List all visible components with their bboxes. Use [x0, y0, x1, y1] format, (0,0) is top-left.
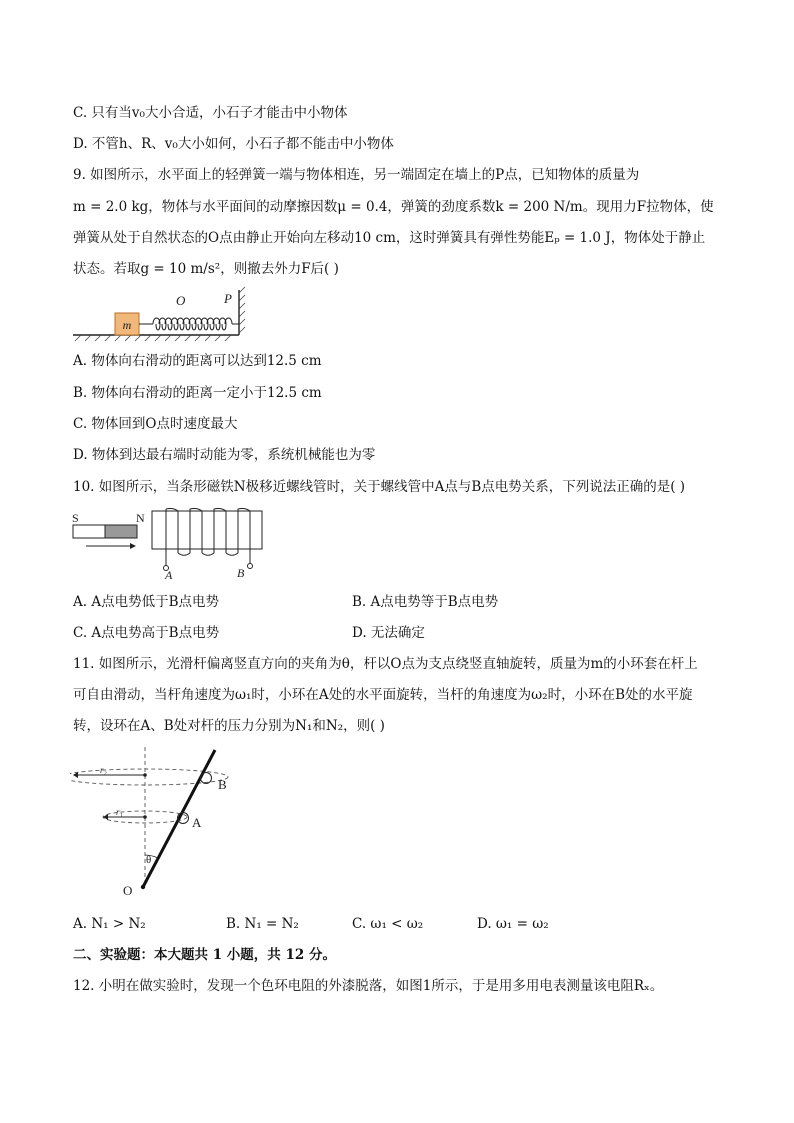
terminal-b: [248, 564, 253, 569]
point-p-label: P: [224, 291, 232, 306]
q9-option-c: C. 物体回到O点时速度最大: [73, 416, 238, 432]
q9-option-d: D. 物体到达最右端时动能为零，系统机械能也为零: [73, 447, 376, 463]
q10-solenoid-figure: [70, 508, 270, 583]
q11-option-c: C. ω₁ < ω₂: [352, 916, 424, 932]
q9-stem-line-4: 状态。若取g = 10 m/s²，则撤去外力F后( ): [73, 261, 339, 277]
q8-option-d: D. 不管h、R、v₀大小如何，小石子都不能击中小物体: [73, 136, 394, 152]
q11-stem-line-3: 转，设环在A、B处对杆的压力分别为N₁和N₂，则( ): [73, 718, 385, 734]
ring-b: [201, 773, 212, 784]
q9-stem-line-2: m = 2.0 kg，物体与水平面间的动摩擦因数μ = 0.4，弹簧的劲度系数k = 200 N/m。现用力F拉物体，使: [73, 199, 714, 215]
radius-r2-label: r₂: [100, 765, 107, 775]
point-a-label: A: [192, 815, 202, 830]
q9-stem-line-1: 9. 如图所示，水平面上的轻弹簧一端与物体相连，另一端固定在墙上的P点，已知物体的质量为: [73, 167, 640, 183]
rod: [143, 750, 215, 887]
mass-label: m: [122, 318, 132, 332]
q11-stem-line-1: 11. 如图所示，光滑杆偏离竖直方向的夹角为θ，杆以O点为支点绕竖直轴旋转，质量为m的小环套在杆上: [73, 656, 698, 672]
q11-option-a: A. N₁ > N₂: [73, 916, 146, 932]
q11-option-b: B. N₁ = N₂: [226, 916, 299, 932]
terminal-a-label: A: [165, 568, 173, 582]
magnet-n-label: N: [136, 511, 145, 525]
angle-theta-label: θ: [146, 854, 152, 866]
point-b-label: B: [218, 777, 227, 792]
solenoid-tube: [152, 511, 262, 549]
terminal-b-label: B: [237, 566, 245, 580]
section-heading: 二、实验题：本大题共 1 小题，共 12 分。: [73, 947, 336, 963]
q8-option-c: C. 只有当v₀大小合适，小石子才能击中小物体: [73, 105, 348, 121]
q11-stem-line-2: 可自由滑动，当杆角速度为ω₁时，小环在A处的水平面旋转，当杆的角速度为ω₂时，小环在B处的水平旋: [73, 687, 693, 703]
q12-stem: 12. 小明在做实验时，发现一个色环电阻的外漆脱落，如图1所示，于是用多用电表测量该电阻Rₓ。: [73, 978, 664, 994]
radius-r1-label: r₁: [116, 807, 123, 817]
q9-option-b: B. 物体向右滑动的距离一定小于12.5 cm: [73, 385, 322, 401]
q11-option-d: D. ω₁ = ω₂: [477, 916, 549, 932]
magnet-s-label: S: [72, 511, 79, 525]
q10-option-a: A. A点电势低于B点电势: [73, 594, 220, 610]
q11-rod-figure: [70, 745, 270, 905]
q9-stem-line-3: 弹簧从处于自然状态的O点由静止开始向左移动10 cm，这时弹簧具有弹性势能Eₚ = 1.0 J，物体处于静止: [73, 230, 706, 246]
q10-stem: 10. 如图所示，当条形磁铁N极移近螺线管时，关于螺线管中A点与B点电势关系，下列说法正确的是( ): [73, 479, 686, 495]
point-o-label: O: [176, 293, 186, 308]
q9-spring-figure: [73, 285, 253, 345]
point-o-label: O: [123, 883, 133, 898]
q10-option-c: C. A点电势高于B点电势: [73, 625, 220, 641]
q9-option-a: A. 物体向右滑动的距离可以达到12.5 cm: [73, 353, 322, 369]
q10-option-d: D. 无法确定: [352, 625, 425, 641]
q10-option-b: B. A点电势等于B点电势: [352, 594, 499, 610]
